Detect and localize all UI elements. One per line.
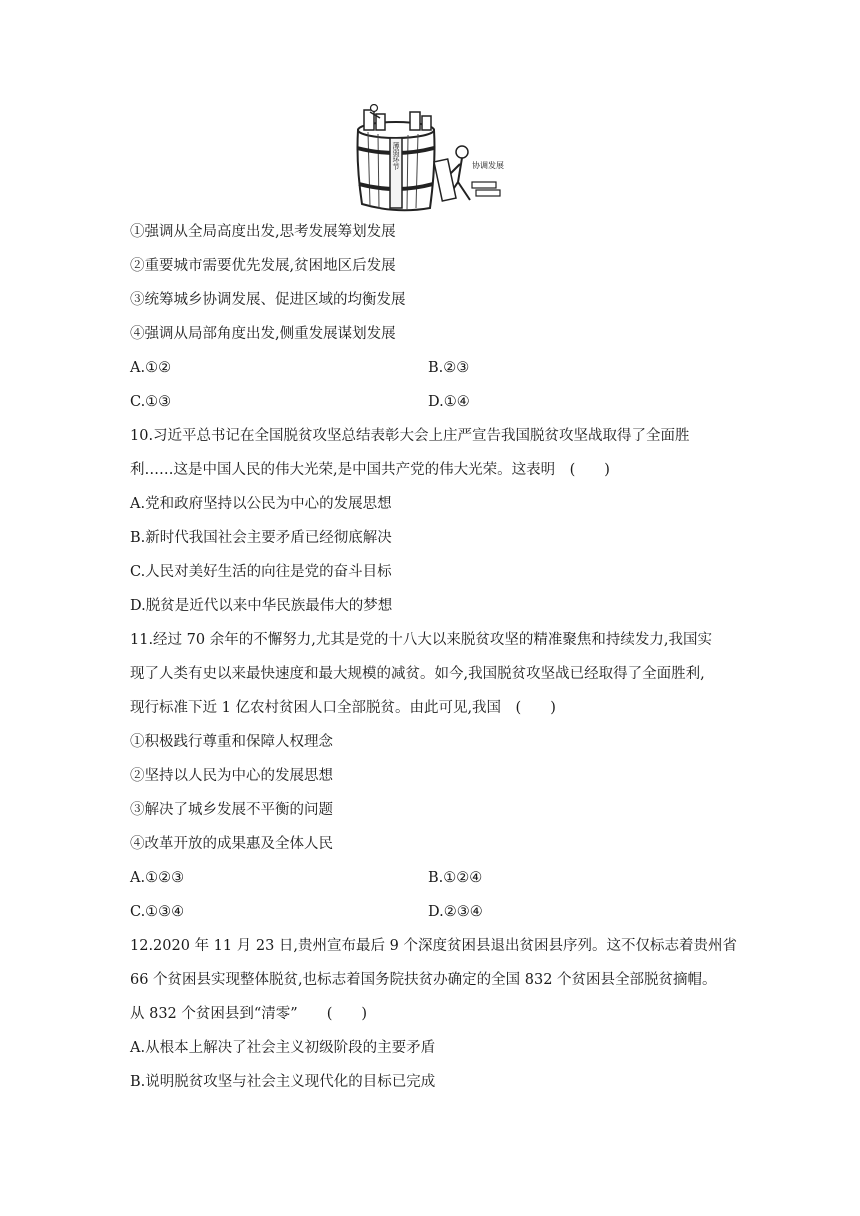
q9-statement-2: ②重要城市需要优先发展,贫困地区后发展 xyxy=(130,258,396,274)
q9-option-c: C.①③ xyxy=(130,394,172,410)
q9-option-a: A.①② xyxy=(130,360,172,376)
q11-stem-line-1: 11.经过 70 余年的不懈努力,尤其是党的十八大以来脱贫攻坚的精准聚焦和持续发力,我国实 xyxy=(130,632,712,648)
q10-stem-line-2: 利……这是中国人民的伟大光荣,是中国共产党的伟大光荣。这表明 ( ) xyxy=(130,462,610,478)
q10-option-d: D.脱贫是近代以来中华民族最伟大的梦想 xyxy=(130,598,393,614)
q10-option-b: B.新时代我国社会主要矛盾已经彻底解决 xyxy=(130,530,392,546)
q11-option-c: C.①③④ xyxy=(130,904,185,920)
q9-statement-4: ④强调从局部角度出发,侧重发展谋划发展 xyxy=(130,326,396,342)
q9-option-b: B.②③ xyxy=(428,360,470,376)
q11-statement-3: ③解决了城乡发展不平衡的问题 xyxy=(130,802,333,818)
q12-stem-line-2: 66 个贫困县实现整体脱贫,也标志着国务院扶贫办确定的全国 832 个贫困县全部脱贫摘帽。 xyxy=(130,972,717,988)
q11-option-b: B.①②④ xyxy=(428,870,483,886)
q10-option-a: A.党和政府坚持以公民为中心的发展思想 xyxy=(130,496,392,512)
q12-stem-line-3: 从 832 个贫困县到“清零” ( ) xyxy=(130,1006,368,1022)
q12-option-a: A.从根本上解决了社会主义初级阶段的主要矛盾 xyxy=(130,1040,436,1056)
q11-statement-2: ②坚持以人民为中心的发展思想 xyxy=(130,768,333,784)
q11-statement-4: ④改革开放的成果惠及全体人民 xyxy=(130,836,333,852)
q11-option-a: A.①②③ xyxy=(130,870,185,886)
q11-option-d: D.②③④ xyxy=(428,904,483,920)
q11-statement-1: ①积极践行尊重和保障人权理念 xyxy=(130,734,333,750)
q9-statement-3: ③统筹城乡协调发展、促进区域的均衡发展 xyxy=(130,292,406,308)
barrel-label: 薄弱环节 xyxy=(392,142,400,170)
q12-option-b: B.说明脱贫攻坚与社会主义现代化的目标已完成 xyxy=(130,1074,436,1090)
q9-statement-1: ①强调从全局高度出发,思考发展筹划发展 xyxy=(130,224,396,240)
q10-option-c: C.人民对美好生活的向往是党的奋斗目标 xyxy=(130,564,392,580)
barrel-cartoon-image xyxy=(346,104,516,216)
q11-stem-line-2: 现了人类有史以来最快速度和最大规模的减贫。如今,我国脱贫攻坚战已经取得了全面胜利, xyxy=(130,666,705,682)
q10-stem-line-1: 10.习近平总书记在全国脱贫攻坚总结表彰大会上庄严宣告我国脱贫攻坚战取得了全面胜 xyxy=(130,428,690,444)
q9-option-d: D.①④ xyxy=(428,394,470,410)
q12-stem-line-1: 12.2020 年 11 月 23 日,贵州宣布最后 9 个深度贫困县退出贫困县序列。这不仅标志着贵州省 xyxy=(130,938,737,954)
q11-stem-line-3: 现行标准下近 1 亿农村贫困人口全部脱贫。由此可见,我国 ( ) xyxy=(130,700,556,716)
person-label: 协调发展 xyxy=(472,161,504,170)
